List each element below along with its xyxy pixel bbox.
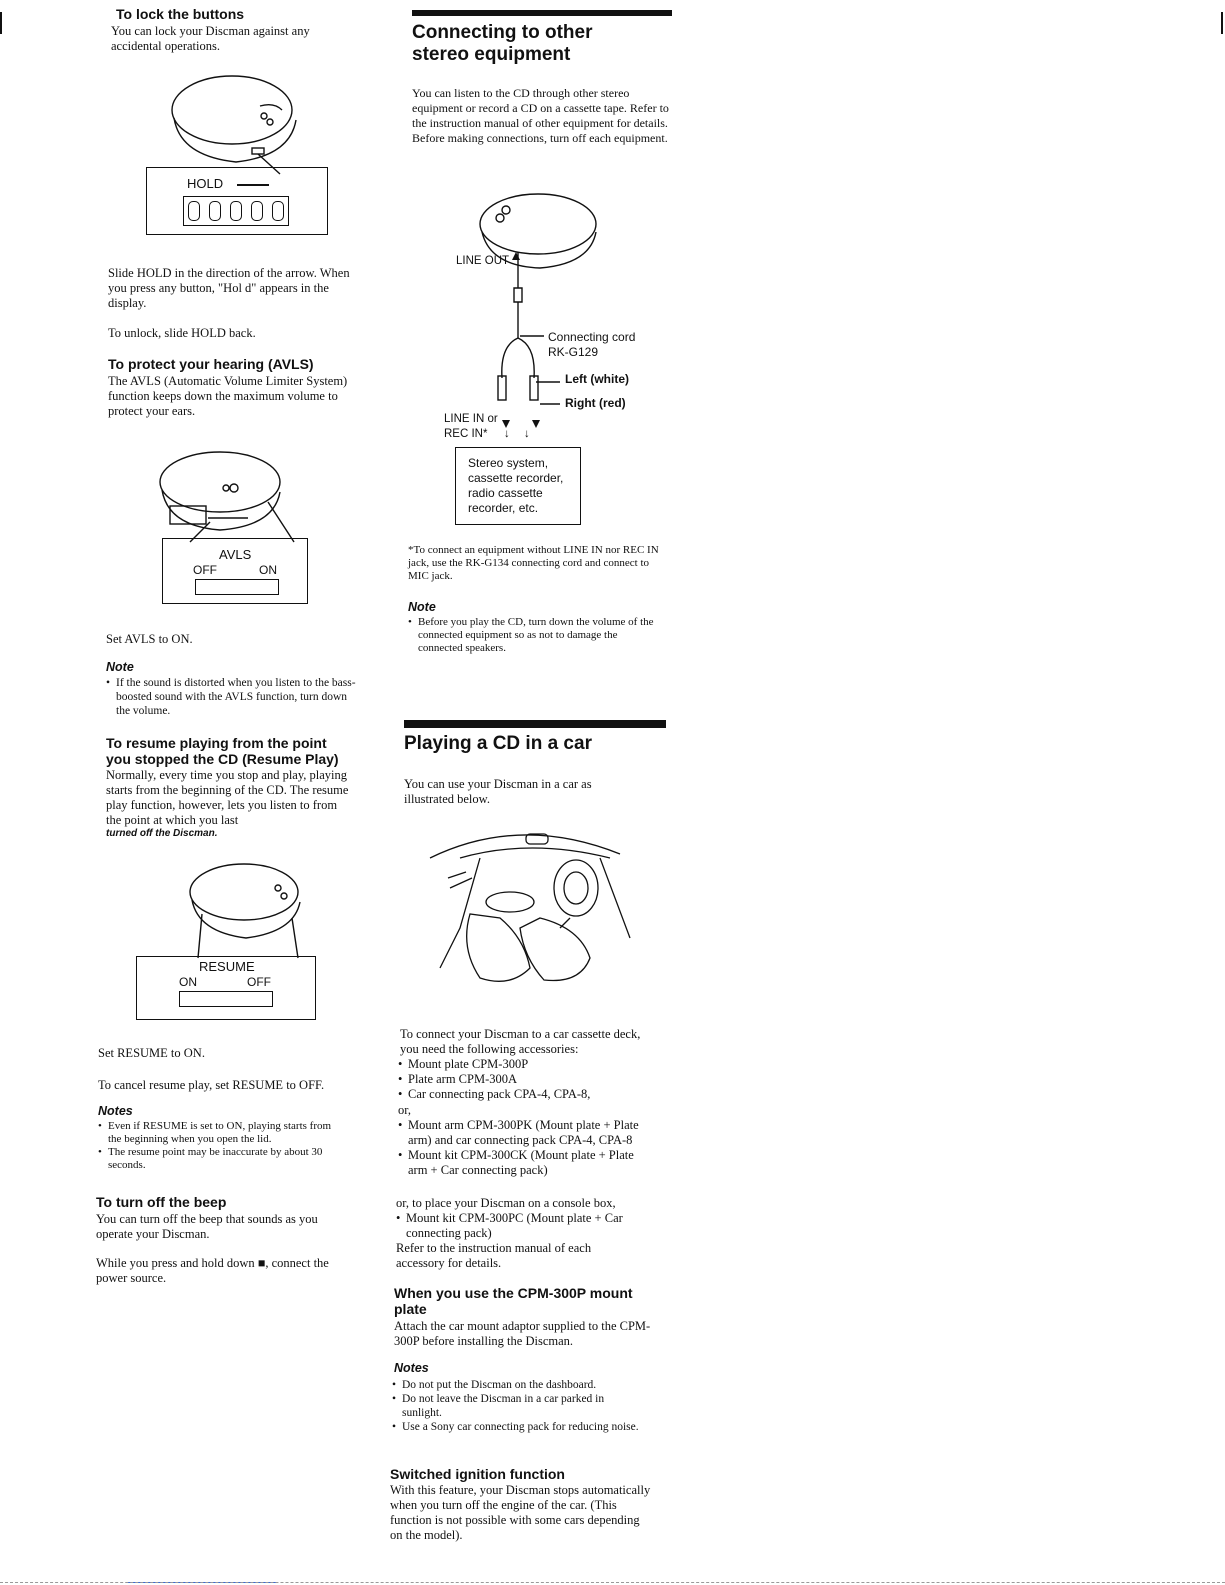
resume-off-label: OFF bbox=[247, 975, 271, 989]
resume-on-label: ON bbox=[179, 975, 197, 989]
avls-off-label: OFF bbox=[193, 563, 217, 577]
page-edge-right bbox=[1221, 12, 1223, 34]
resume-label: RESUME bbox=[199, 959, 255, 974]
cord-label-1: Connecting cord bbox=[548, 330, 636, 344]
car-item: • Mount arm CPM-300PK (Mount plate + Plate arm) and car connecting pack CPA-4, CPA-8 bbox=[398, 1118, 648, 1148]
resume-notes-title: Notes bbox=[98, 1104, 133, 1118]
hold-switch-slider bbox=[183, 196, 289, 226]
car-item: • Plate arm CPM-300A bbox=[398, 1072, 658, 1087]
left-white-label: Left (white) bbox=[565, 372, 629, 386]
resume-switch-box bbox=[136, 956, 316, 1020]
car-illustration bbox=[420, 818, 640, 998]
line-out-label: LINE OUT bbox=[456, 255, 510, 267]
car-note-item: • Do not leave the Discman in a car parked in sunlight. bbox=[392, 1392, 642, 1420]
rec-in-label: REC IN* bbox=[444, 428, 488, 440]
connect-footnote: *To connect an equipment without LINE IN nor REC IN jack, use the RK-G134 connecting cord and connect to MIC jack. bbox=[408, 544, 659, 582]
car-note-item: • Do not put the Discman on the dashboard. bbox=[392, 1378, 642, 1392]
connect-body: You can listen to the CD through other stereo equipment or record a CD on a cassette tape. Refer to the instruction manual of other equipment for details. Before making connections, turn off each equipment. bbox=[412, 86, 669, 145]
car-title: Playing a CD in a car bbox=[404, 733, 592, 754]
resume-body-cut: turned off the Discman. bbox=[106, 828, 218, 839]
avls-title: To protect your hearing (AVLS) bbox=[108, 356, 314, 372]
car-item: • Car connecting pack CPA-4, CPA-8, bbox=[398, 1087, 658, 1102]
lock-body: You can lock your Discman against any accidental operations. bbox=[111, 24, 310, 53]
stereo-box-line: recorder, etc. bbox=[468, 501, 539, 515]
arrow-down-icon: ↓ bbox=[524, 428, 530, 440]
avls-switch-slider bbox=[195, 579, 279, 595]
section-rule-car bbox=[404, 720, 666, 728]
stereo-box-line: radio cassette bbox=[468, 486, 543, 500]
scan-bottom-rule bbox=[0, 1582, 1225, 1583]
hold-arrow-icon bbox=[237, 184, 269, 186]
car-item: • Mount plate CPM-300P bbox=[398, 1057, 658, 1072]
resume-body: Normally, every time you stop and play, playing starts from the beginning of the CD. The resume play function, however, lets you listen to from the point at which you last bbox=[106, 768, 349, 827]
car-items-list-2 bbox=[398, 1118, 648, 1178]
or-text-2: or, to place your Discman on a console box, bbox=[396, 1196, 616, 1210]
connect-note-title: Note bbox=[408, 600, 436, 614]
arrow-down-icon: ↓ bbox=[504, 428, 510, 440]
stereo-box-line: Stereo system, bbox=[468, 456, 549, 470]
resume-illustration bbox=[180, 858, 320, 958]
unlock-text: To unlock, slide HOLD back. bbox=[108, 326, 256, 340]
beep-title: To turn off the beep bbox=[96, 1194, 227, 1210]
mount-body: Attach the car mount adaptor supplied to the CPM-300P before installing the Discman. bbox=[394, 1319, 651, 1348]
ignition-title: Switched ignition function bbox=[390, 1466, 565, 1482]
cord-label-2: RK-G129 bbox=[548, 345, 599, 359]
car-notes-list bbox=[392, 1378, 642, 1434]
stereo-box-line: cassette recorder, bbox=[468, 471, 564, 485]
beep-body-2: While you press and hold down ■, connect the power source. bbox=[96, 1256, 329, 1285]
beep-body: You can turn off the beep that sounds as you operate your Discman. bbox=[96, 1212, 318, 1241]
car-connect-text: To connect your Discman to a car cassette deck, you need the following accessories: bbox=[400, 1027, 641, 1056]
avls-body: The AVLS (Automatic Volume Limiter System) function keeps down the maximum volume to protect your ears. bbox=[108, 374, 348, 418]
set-resume-text: Set RESUME to ON. bbox=[98, 1046, 205, 1060]
resume-title-1: To resume playing from the point bbox=[106, 735, 327, 751]
car-items-list-1 bbox=[398, 1057, 658, 1102]
ignition-body: With this feature, your Discman stops automatically when you turn off the engine of the car. (This function is not possible with some cars depending on the model). bbox=[390, 1483, 651, 1542]
resume-note-item: • The resume point may be inaccurate by about 30 seconds. bbox=[98, 1146, 346, 1172]
set-avls-text: Set AVLS to ON. bbox=[106, 632, 193, 646]
connect-title-2: stereo equipment bbox=[412, 44, 571, 65]
avls-on-label: ON bbox=[259, 563, 277, 577]
car-note-item: • Use a Sony car connecting pack for reducing noise. bbox=[392, 1420, 642, 1434]
car-items-list-3 bbox=[396, 1211, 646, 1241]
car-notes-title: Notes bbox=[394, 1361, 429, 1375]
resume-switch-slider bbox=[179, 991, 273, 1007]
hold-label: HOLD bbox=[187, 176, 224, 191]
connect-note-list bbox=[408, 616, 660, 655]
car-item: • Mount kit CPM-300PC (Mount plate + Car connecting pack) bbox=[396, 1211, 646, 1241]
avls-switch-box bbox=[162, 538, 308, 604]
car-body: You can use your Discman in a car as illustrated below. bbox=[404, 777, 592, 806]
refer-text: Refer to the instruction manual of each accessory for details. bbox=[396, 1241, 592, 1270]
cancel-resume-text: To cancel resume play, set RESUME to OFF. bbox=[98, 1078, 325, 1092]
or-text-1: or, bbox=[398, 1103, 412, 1117]
stereo-system-box bbox=[455, 447, 581, 525]
page-edge-left bbox=[0, 12, 2, 34]
right-red-label: Right (red) bbox=[565, 396, 626, 410]
line-in-label: LINE IN or bbox=[444, 413, 498, 425]
connect-title-1: Connecting to other bbox=[412, 22, 593, 43]
connection-diagram bbox=[440, 188, 660, 428]
avls-label: AVLS bbox=[219, 547, 252, 562]
avls-note-list bbox=[106, 676, 356, 718]
connect-note-item: • Before you play the CD, turn down the volume of the connected equipment so as not to damage the connected speakers. bbox=[408, 616, 660, 655]
resume-note-item: • Even if RESUME is set to ON, playing starts from the beginning when you open the lid. bbox=[98, 1120, 346, 1146]
mount-title-1: When you use the CPM-300P mount bbox=[394, 1285, 633, 1301]
resume-title-2: you stopped the CD (Resume Play) bbox=[106, 751, 339, 767]
resume-notes-list bbox=[98, 1120, 346, 1172]
slide-hold-text: Slide HOLD in the direction of the arrow. When you press any button, "Hol d" appears in the display. bbox=[108, 266, 350, 310]
avls-note-title: Note bbox=[106, 660, 134, 674]
hold-switch-box bbox=[146, 167, 328, 235]
avls-note-item: • If the sound is distorted when you listen to the bass-boosted sound with the AVLS function, turn down the volume. bbox=[106, 676, 356, 718]
mount-title-2: plate bbox=[394, 1301, 427, 1317]
section-rule-connect bbox=[412, 10, 672, 16]
lock-title: To lock the buttons bbox=[116, 6, 245, 22]
car-item: • Mount kit CPM-300CK (Mount plate + Plate arm + Car connecting pack) bbox=[398, 1148, 648, 1178]
